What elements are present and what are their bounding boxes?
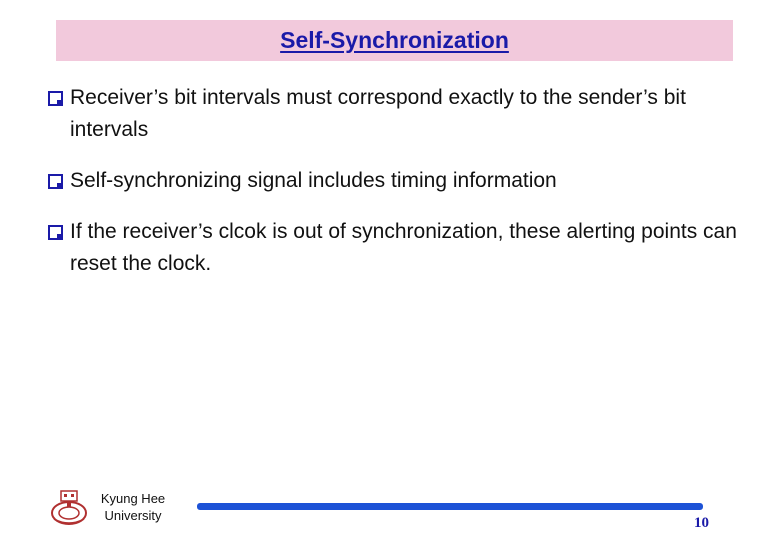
- bullet-item: [48, 82, 748, 146]
- slide-title-bar: [56, 20, 733, 61]
- footer-divider: [197, 503, 703, 510]
- bullet-item: [48, 216, 748, 280]
- university-emblem-icon: [48, 489, 90, 527]
- page-number: 10: [694, 515, 709, 531]
- bullet-list: [48, 82, 748, 299]
- square-bullet-icon: [48, 91, 63, 106]
- university-name: [92, 490, 174, 524]
- bullet-text: Self-synchronizing signal includes timing information: [70, 169, 557, 192]
- square-bullet-icon: [48, 174, 63, 189]
- university-name-line1: Kyung Hee: [100, 491, 166, 506]
- bullet-text: If the receiver’s clcok is out of synchronization, these alerting points can reset the clock.: [70, 220, 737, 275]
- bullet-text: Receiver’s bit intervals must correspond exactly to the sender’s bit intervals: [70, 86, 686, 141]
- square-bullet-icon: [48, 225, 63, 240]
- slide-title: Self-Synchronization: [280, 27, 509, 53]
- bullet-item: [48, 165, 748, 197]
- university-name-line2: University: [104, 508, 162, 523]
